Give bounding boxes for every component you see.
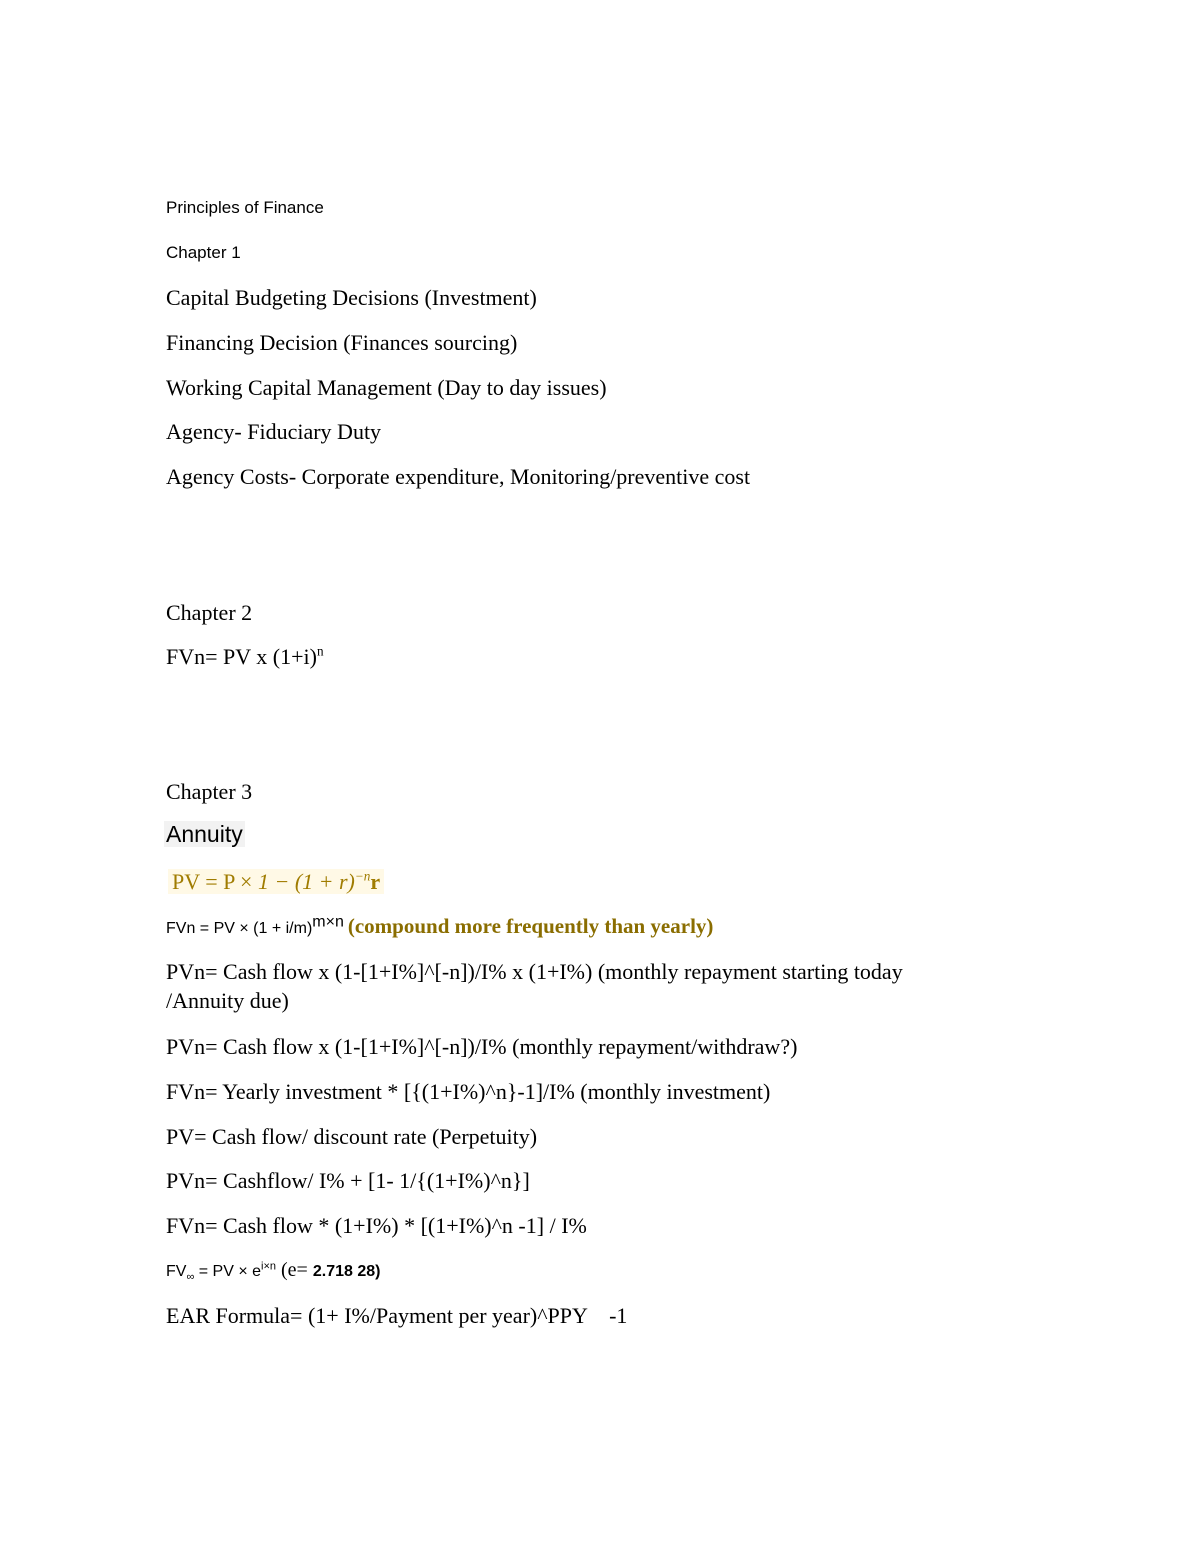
fv-formula-exponent: n [316,643,324,659]
chapter1-line-financing-decision: Financing Decision (Finances sourcing) [166,330,518,355]
fv-continuous-sub: ∞ [186,1271,195,1284]
annuity-pv-lhs: PV = P × [172,869,258,894]
fv-compound-exponent: m×n [312,913,344,931]
fv-continuous-e-value: 2.718 28) [312,1263,381,1280]
annuity-pv-formula [168,869,384,894]
fv-continuous-mid: = PV × e [194,1263,262,1280]
fv-formula-base: FVn= PV x (1+i) [166,644,317,669]
fv-compound-lhs: FVn = PV × (1 + i/m) [166,920,313,937]
annuity-pv-numerator: 1 − (1 + r) [257,869,355,894]
chapter1-line-agency-costs: Agency Costs- Corporate expenditure, Monitoring/preventive cost [166,464,751,489]
fv-continuous-lhs: FV [166,1263,187,1280]
document-title: Principles of Finance [166,198,324,217]
chapter1-line-capital-budgeting: Capital Budgeting Decisions (Investment) [166,285,537,310]
chapter2-heading: Chapter 2 [166,600,253,625]
formula-pvn-annuity-due: PVn= Cash flow x (1-[1+I%]^[-n])/I% x (1+I%) (monthly repayment starting today [166,959,903,984]
fv-continuous-exponent: i×n [261,1260,277,1273]
chapter1-heading: Chapter 1 [166,243,241,262]
formula-fvn-cashflow: FVn= Cash flow * (1+I%) * [(1+I%)^n -1] / I% [166,1213,587,1238]
formula-pvn-cashflow: PVn= Cashflow/ I% + [1- 1/{(1+I%)^n}] [166,1168,530,1193]
annuity-pv-exponent: −n [354,868,371,884]
chapter2-fv-formula [166,644,324,669]
chapter3-heading: Chapter 3 [166,779,253,804]
formula-ear: EAR Formula= (1+ I%/Payment per year)^PPY -1 [166,1303,628,1328]
annuity-pv-denominator: r [370,869,381,894]
formula-fvn-investment: FVn= Yearly investment * [{(1+I%)^n}-1]/I% (monthly investment) [166,1079,771,1104]
chapter1-line-working-capital: Working Capital Management (Day to day issues) [166,375,607,400]
chapter1-line-agency: Agency- Fiduciary Duty [166,419,382,444]
fv-continuous-paren: (e= [276,1259,313,1281]
formula-pv-perpetuity: PV= Cash flow/ discount rate (Perpetuity) [166,1124,538,1149]
formula-pvn-annuity-due-cont: /Annuity due) [166,988,289,1013]
fv-compound-note: (compound more frequently than yearly) [347,914,714,938]
annuity-heading: Annuity [166,821,243,847]
fv-compound-formula [166,914,713,938]
formula-fv-continuous [166,1259,380,1284]
formula-pvn-repayment: PVn= Cash flow x (1-[1+I%]^[-n])/I% (monthly repayment/withdraw?) [166,1034,798,1059]
